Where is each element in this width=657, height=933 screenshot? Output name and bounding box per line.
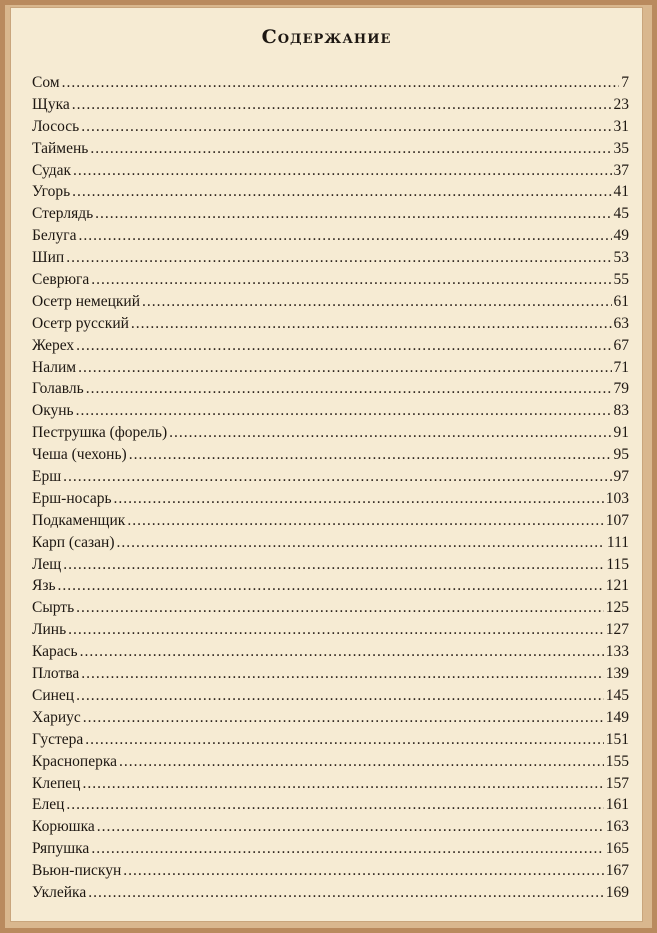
toc-entry-page-number: 37 [613, 161, 629, 179]
toc-entry [32, 400, 629, 422]
toc-entry-page-number: 111 [606, 533, 629, 551]
toc-entry-page-number: 161 [605, 796, 629, 814]
toc-entry-title: Окунь [32, 402, 74, 420]
dot-leader [91, 269, 611, 291]
dot-leader [85, 729, 603, 751]
dot-leader [72, 181, 611, 203]
dot-leader [81, 663, 604, 685]
dot-leader [83, 707, 604, 729]
toc-entry-page-number: 103 [605, 489, 629, 507]
toc-entry-page-number: 79 [613, 380, 629, 398]
toc-entry-title: Синец [32, 686, 75, 704]
toc-entry-title: Налим [32, 358, 77, 376]
toc-entry-title: Севрюга [32, 271, 90, 289]
dot-leader [78, 357, 611, 379]
toc-entry-page-number: 167 [605, 862, 629, 880]
toc-entry [32, 335, 629, 357]
toc-entry-title: Карп (сазан) [32, 533, 115, 551]
toc-entry [32, 422, 629, 444]
toc-entry-title: Карась [32, 643, 78, 661]
toc-entry-page-number: 7 [621, 74, 629, 91]
toc-entry-title: Осетр немецкий [32, 292, 141, 310]
dot-leader [91, 838, 603, 860]
toc-entry [32, 729, 629, 751]
dot-leader [76, 597, 604, 619]
dot-leader [169, 422, 611, 444]
toc-entry-title: Ерш [32, 468, 62, 486]
toc-entry-title: Жерех [32, 336, 75, 354]
toc-entry-title: Сом [32, 74, 60, 91]
toc-entry-page-number: 61 [613, 292, 629, 310]
toc-entry-page-number: 91 [613, 424, 629, 442]
toc-entry-page-number: 41 [613, 183, 629, 201]
toc-entry-title: Угорь [32, 183, 71, 201]
dot-leader [82, 773, 603, 795]
toc-entry-title: Ерш-носарь [32, 489, 112, 507]
toc-entry [32, 510, 629, 532]
toc-entry-page-number: 31 [613, 117, 629, 135]
toc-entry-title: Подкаменщик [32, 511, 126, 529]
toc-entry-page-number: 121 [605, 577, 629, 595]
toc-entry [32, 597, 629, 619]
toc-entry [32, 357, 629, 379]
toc-entry-page-number: 49 [613, 227, 629, 245]
dot-leader [127, 510, 603, 532]
toc-entry [32, 488, 629, 510]
toc-entry [32, 72, 629, 94]
dot-leader [66, 247, 611, 269]
document-page [10, 7, 643, 922]
toc-entry-page-number: 127 [605, 621, 629, 639]
toc-entry [32, 554, 629, 576]
toc-entry-page-number: 67 [613, 336, 629, 354]
toc-entry [32, 160, 629, 182]
toc-entry [32, 247, 629, 269]
toc-entry [32, 225, 629, 247]
toc-entry-title: Шип [32, 249, 65, 267]
toc-entry-page-number: 145 [605, 686, 629, 704]
dot-leader [63, 554, 604, 576]
dot-leader [119, 751, 604, 773]
toc-entry [32, 641, 629, 663]
toc-entry-page-number: 83 [613, 402, 629, 420]
toc-entry-page-number: 133 [605, 643, 629, 661]
dot-leader [97, 816, 604, 838]
toc-entry-title: Щука [32, 95, 70, 113]
toc-entry [32, 816, 629, 838]
dot-leader [73, 160, 611, 182]
dot-leader [142, 291, 611, 313]
toc-entry-page-number: 53 [613, 249, 629, 267]
dot-leader [117, 532, 605, 554]
toc-entry-title: Красноперка [32, 752, 117, 770]
toc-entry-page-number: 71 [613, 358, 629, 376]
toc-entry-title: Пеструшка (форель) [32, 424, 168, 442]
toc-entry [32, 619, 629, 641]
toc-entry-page-number: 165 [605, 840, 629, 858]
toc-entry-page-number: 107 [605, 511, 629, 529]
dot-leader [90, 138, 611, 160]
toc-entry-page-number: 169 [605, 883, 629, 901]
toc-entry-page-number: 45 [613, 205, 629, 223]
toc-entry-title: Ряпушка [32, 840, 90, 858]
dot-leader [66, 794, 603, 816]
toc-entry [32, 378, 629, 400]
toc-entry-page-number: 95 [613, 446, 629, 464]
dot-leader [81, 116, 611, 138]
toc-entry [32, 181, 629, 203]
dot-leader [76, 400, 612, 422]
toc-entry-title: Вьюн-пискун [32, 862, 122, 880]
toc-entry-title: Белуга [32, 227, 77, 245]
toc-entry [32, 860, 629, 882]
toc-entry-title: Голавль [32, 380, 84, 398]
toc-entry-page-number: 149 [605, 708, 629, 726]
toc-entry [32, 663, 629, 685]
toc-entry-title: Уклейка [32, 883, 87, 901]
dot-leader [68, 619, 604, 641]
toc-entry [32, 269, 629, 291]
toc-entry-title: Елец [32, 796, 65, 814]
toc-entry-page-number: 55 [613, 271, 629, 289]
dot-leader [76, 685, 604, 707]
dot-leader [114, 488, 604, 510]
toc-entry-page-number: 23 [613, 95, 629, 113]
toc-entry-title: Корюшка [32, 818, 95, 836]
toc-entry [32, 685, 629, 707]
toc-entry-title: Судак [32, 161, 72, 179]
toc-entry-page-number: 155 [605, 752, 629, 770]
toc-entry [32, 838, 629, 860]
toc-entry-page-number: 125 [605, 599, 629, 617]
toc-entry-page-number: 115 [606, 555, 629, 573]
toc-entry [32, 707, 629, 729]
dot-leader [63, 466, 611, 488]
toc-entry [32, 773, 629, 795]
toc-entry [32, 116, 629, 138]
dot-leader [131, 313, 612, 335]
table-of-contents [32, 72, 629, 904]
dot-leader [72, 94, 612, 116]
toc-entry-title: Стерлядь [32, 205, 94, 223]
dot-leader [76, 335, 611, 357]
toc-entry-page-number: 63 [613, 314, 629, 332]
toc-entry [32, 575, 629, 597]
toc-entry [32, 94, 629, 116]
dot-leader [58, 575, 604, 597]
toc-entry [32, 466, 629, 488]
toc-entry [32, 138, 629, 160]
toc-entry [32, 313, 629, 335]
toc-entry-page-number: 97 [613, 468, 629, 486]
toc-entry-title: Линь [32, 621, 67, 639]
toc-entry-title: Сырть [32, 599, 75, 617]
toc-entry [32, 203, 629, 225]
dot-leader [62, 72, 620, 94]
page-title: Содержание [261, 26, 392, 48]
toc-entry-title: Лосось [32, 117, 80, 135]
toc-entry [32, 532, 629, 554]
toc-entry [32, 882, 629, 904]
dot-leader [79, 225, 612, 247]
toc-entry [32, 794, 629, 816]
dot-leader [129, 444, 612, 466]
toc-entry-title: Чеша (чехонь) [32, 446, 127, 464]
dot-leader [86, 378, 612, 400]
toc-entry-title: Таймень [32, 139, 89, 157]
dot-leader [95, 203, 611, 225]
toc-entry-title: Язь [32, 577, 56, 595]
toc-entry-title: Осетр русский [32, 314, 129, 332]
toc-entry-page-number: 139 [605, 665, 629, 683]
toc-entry-title: Клепец [32, 774, 81, 792]
toc-entry-page-number: 157 [605, 774, 629, 792]
toc-entry-page-number: 151 [605, 730, 629, 748]
dot-leader [88, 882, 604, 904]
toc-entry-title: Хариус [32, 708, 81, 726]
dot-leader [80, 641, 604, 663]
toc-entry-page-number: 163 [605, 818, 629, 836]
toc-entry-page-number: 35 [613, 139, 629, 157]
toc-entry [32, 444, 629, 466]
dot-leader [123, 860, 603, 882]
toc-entry-title: Плотва [32, 665, 80, 683]
toc-entry-title: Лещ [32, 555, 62, 573]
toc-entry [32, 751, 629, 773]
toc-entry [32, 291, 629, 313]
toc-entry-title: Густера [32, 730, 84, 748]
